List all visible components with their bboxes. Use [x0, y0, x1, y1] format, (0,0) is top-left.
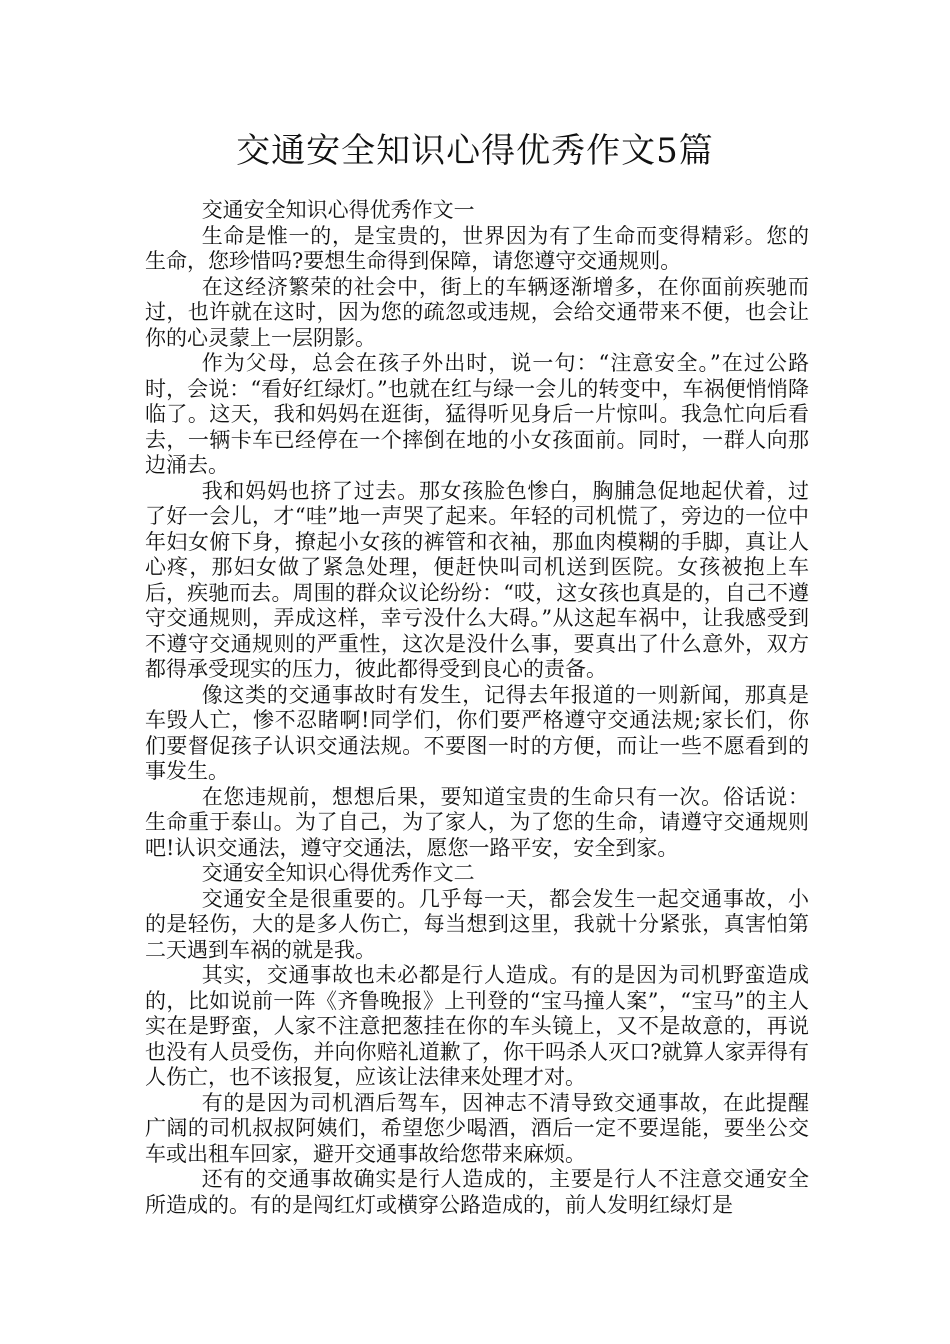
document-title: 交通安全知识心得优秀作文5篇 [236, 131, 714, 171]
paragraph: 我和妈妈也挤了过去。那女孩脸色惨白，胸脯急促地起伏着，过了好一会儿，才“哇”地一声哭了起来。年轻的司机慌了，旁边的一位中年妇女俯下身，撩起小女孩的裤管和衣袖，那血肉模糊的手脚，真让人心疼，那妇女做了紧急处理，便赶快叫司机送到医院。女孩被抱上车后，疾驰而去。周围的群众议论纷纷：“哎，这女孩也真是的，自己不遵守交通规则，弄成这样，幸亏没什么大碍。”从这起车祸中，让我感受到不遵守交通规则的严重性，这次是没什么事，要真出了什么意外，双方都得承受现实的压力，彼此都得受到良心的责备。 [145, 478, 809, 681]
paragraph: 作为父母，总会在孩子外出时，说一句：“注意安全。”在过公路时，会说：“看好红绿灯。”也就在红与绿一会儿的转变中，车祸便悄悄降临了。这天，我和妈妈在逛街，猛得听见身后一片惊叫。我急忙向后看去，一辆卡车已经停在一个摔倒在地的小女孩面前。同时，一群人向那边涌去。 [145, 351, 809, 477]
paragraph: 有的是因为司机酒后驾车，因神志不清导致交通事故，在此提醒广阔的司机叔叔阿姨们，希望您少喝酒，酒后一定不要逞能，要坐公交车或出租车回家，避开交通事故给您带来麻烦。 [145, 1090, 809, 1166]
paragraph: 在这经济繁荣的社会中，街上的车辆逐渐增多，在你面前疾驰而过，也许就在这时，因为您的疏忽或违规，会给交通带来不便，也会让你的心灵蒙上一层阴影。 [145, 274, 809, 350]
paragraph: 生命是惟一的，是宝贵的，世界因为有了生命而变得精彩。您的生命，您珍惜吗?要想生命得到保障，请您遵守交通规则。 [145, 223, 809, 273]
paragraph: 还有的交通事故确实是行人造成的，主要是行人不注意交通安全所造成的。有的是闯红灯或横穿公路造成的，前人发明红绿灯是 [145, 1167, 809, 1217]
document-body [145, 198, 809, 1218]
section-heading: 交通安全知识心得优秀作文二 [201, 861, 475, 885]
paragraph: 交通安全是很重要的。几乎每一天，都会发生一起交通事故，小的是轻伤，大的是多人伤亡，每当想到这里，我就十分紧张，真害怕第二天遇到车祸的就是我。 [145, 886, 809, 962]
paragraph: 其实，交通事故也未必都是行人造成。有的是因为司机野蛮造成的，比如说前一阵《齐鲁晚报》上刊登的“宝马撞人案”，“宝马”的主人实在是野蛮，人家不注意把葱挂在你的车头镜上，又不是故意的，再说也没有人员受伤，并向你赔礼道歉了，你干吗杀人灭口?就算人家弄得有人伤亡，也不该报复，应该让法律来处理才对。 [145, 963, 809, 1089]
paragraph: 像这类的交通事故时有发生，记得去年报道的一则新闻，那真是车毁人亡，惨不忍睹啊!同学们，你们要严格遵守交通法规;家长们，你们要督促孩子认识交通法规。不要图一时的方便，而让一些不愿看到的事发生。 [145, 682, 809, 783]
paragraph: 在您违规前，想想后果，要知道宝贵的生命只有一次。俗话说：生命重于泰山。为了自己，为了家人，为了您的生命，请遵守交通规则吧!认识交通法，遵守交通法，愿您一路平安，安全到家。 [145, 784, 809, 860]
section-heading: 交通安全知识心得优秀作文一 [201, 198, 475, 222]
